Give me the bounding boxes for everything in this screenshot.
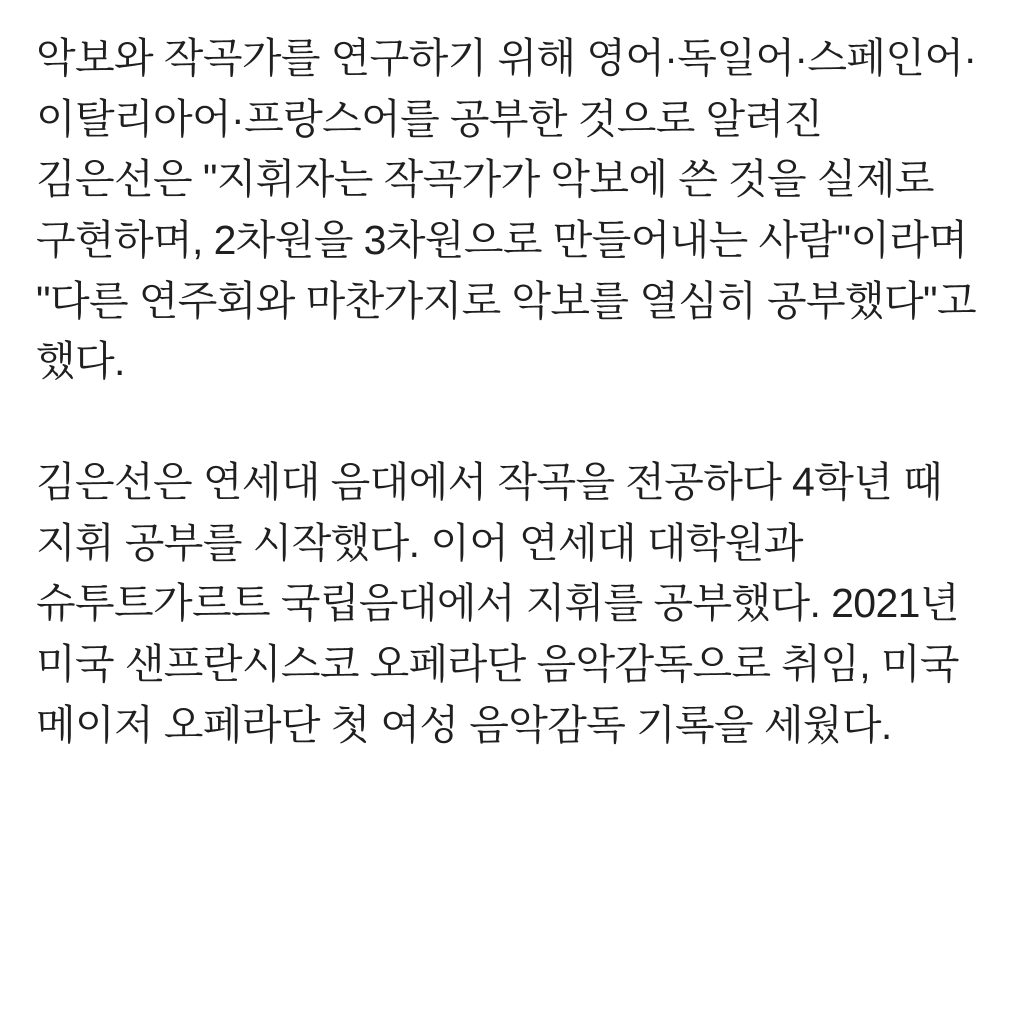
article-paragraph: 김은선은 연세대 음대에서 작곡을 전공하다 4학년 때 지휘 공부를 시작했다. 이어 연세대 대학원과 슈투트가르트 국립음대에서 지휘를 공부했다. 2021년 미국 샌프란시스코 오페라단 음악감독으로 취임, 미국 메이저 오페라단 첫 여성 음악감독 기록을 세웠다. xyxy=(36,459,959,748)
article-paragraph: 악보와 작곡가를 연구하기 위해 영어·독일어·스페인어·이탈리아어·프랑스어를 공부한 것으로 알려진 김은선은 "지휘자는 작곡가가 악보에 쓴 것을 실제로 구현하며, 2차원을 3차원으로 만들어내는 사람"이라며 "다른 연주회와 마찬가지로 악보를 열심히 공부했다"고 했다. xyxy=(36,35,977,385)
